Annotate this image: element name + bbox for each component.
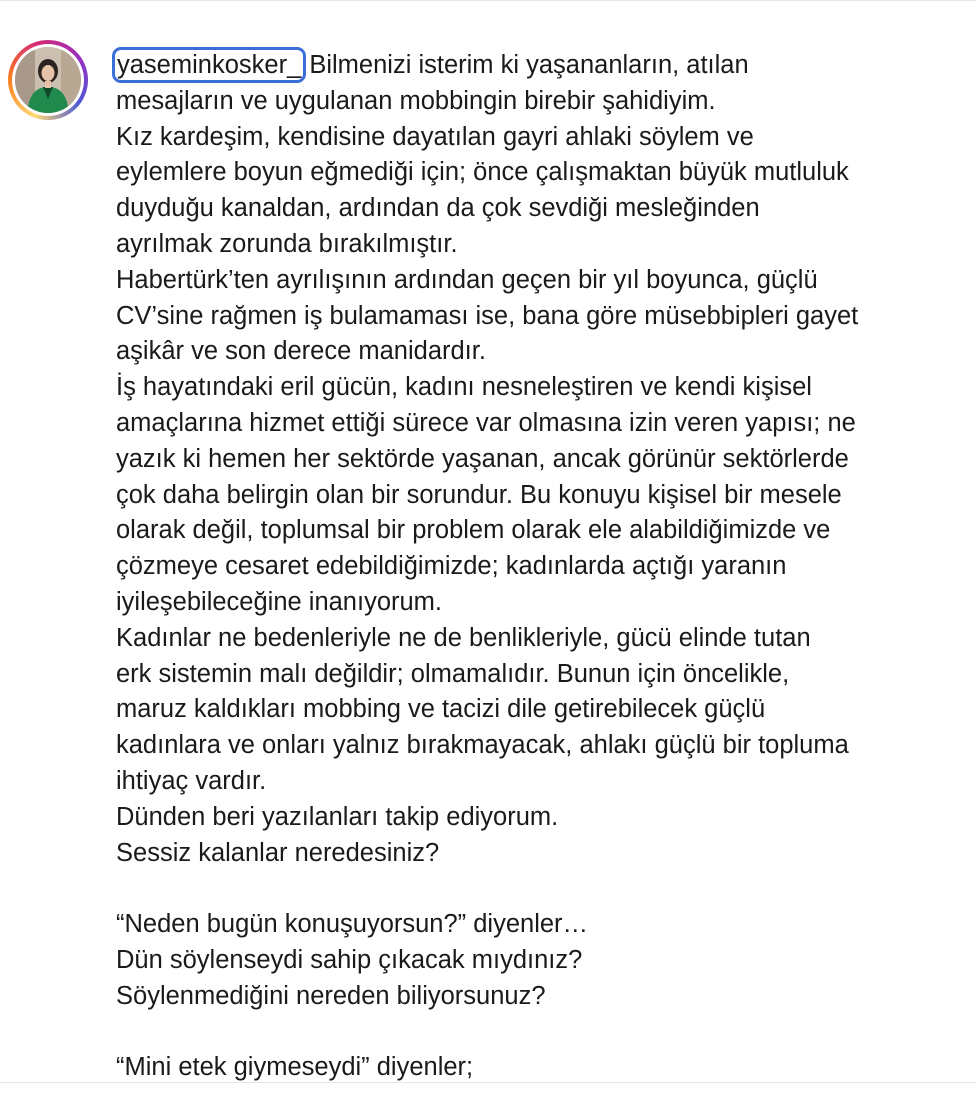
caption-line: duyduğu kanaldan, ardından da çok sevdiği mesleğinden (116, 194, 760, 223)
caption-line: çok daha belirgin olan bir sorundur. Bu konuyu kişisel bir mesele (116, 480, 842, 509)
caption-line: Kadınlar ne bedenleriyle ne de benlikleriyle, gücü elinde tutan (116, 623, 811, 652)
profile-photo-icon (15, 47, 81, 113)
avatar-ring-gap (12, 44, 84, 116)
bottom-divider (0, 1082, 976, 1083)
caption-line (116, 48, 968, 84)
caption-line: Sessiz kalanlar neredesiniz? (116, 838, 440, 867)
caption-line: Dünden beri yazılanları takip ediyorum. (116, 802, 559, 831)
caption-line: erk sistemin malı değildir; olmamalıdır. Bunun için öncelikle, (116, 659, 790, 688)
caption-line: kadınlara ve onları yalnız bırakmayacak, ahlakı güçlü bir topluma (116, 731, 849, 760)
top-divider (0, 0, 976, 1)
caption-line: mesajların ve uygulanan mobbingin birebir şahidiyim. (116, 86, 716, 115)
caption-line: “Neden bugün konuşuyorsun?” diyenler… (116, 910, 589, 939)
caption-line: maruz kaldıkları mobbing ve tacizi dile getirebilecek güçlü (116, 695, 766, 724)
caption-line: yazık ki hemen her sektörde yaşanan, ancak görünür sektörlerde (116, 444, 849, 473)
username-link[interactable]: yaseminkosker_ (117, 51, 302, 79)
caption-line: ihtiyaç vardır. (116, 766, 267, 795)
caption-line: CV’sine rağmen iş bulamaması ise, bana göre müsebbipleri gayet (116, 301, 859, 330)
post-caption (116, 48, 968, 1086)
caption-line: eylemlere boyun eğmediği için; önce çalışmaktan büyük mutluluk (116, 158, 849, 187)
caption-line: “Mini etek giymeseydi” diyenler; (116, 1053, 474, 1082)
avatar[interactable] (15, 47, 81, 113)
caption-blank-line (116, 1015, 968, 1051)
caption-line: çözmeye cesaret edebildiğimizde; kadınlarda açtığı yaranın (116, 552, 787, 581)
caption-text: Bilmenizi isterim ki yaşananların, atılan (302, 51, 749, 79)
caption-line: İş hayatındaki eril gücün, kadını nesneleştiren ve kendi kişisel (116, 373, 812, 402)
caption-line: Söylenmediğini nereden biliyorsunuz? (116, 981, 546, 1010)
caption-line: ayrılmak zorunda bırakılmıştır. (116, 229, 458, 258)
caption-blank-line (116, 871, 968, 907)
caption-line: Dün söylenseydi sahip çıkacak mıydınız? (116, 945, 583, 974)
avatar-story-ring[interactable] (8, 40, 88, 120)
caption-line: iyileşebileceğine inanıyorum. (116, 587, 443, 616)
caption-line: olarak değil, toplumsal bir problem olarak ele alabildiğimizde ve (116, 516, 831, 545)
caption-line: Kız kardeşim, kendisine dayatılan gayri ahlaki söylem ve (116, 122, 754, 151)
caption-line: amaçlarına hizmet ettiği sürece var olmasına izin veren yapısı; ne (116, 408, 856, 437)
caption-line: aşikâr ve son derece manidardır. (116, 337, 486, 366)
caption-line: Habertürk’ten ayrılışının ardından geçen bir yıl boyunca, güçlü (116, 265, 818, 294)
